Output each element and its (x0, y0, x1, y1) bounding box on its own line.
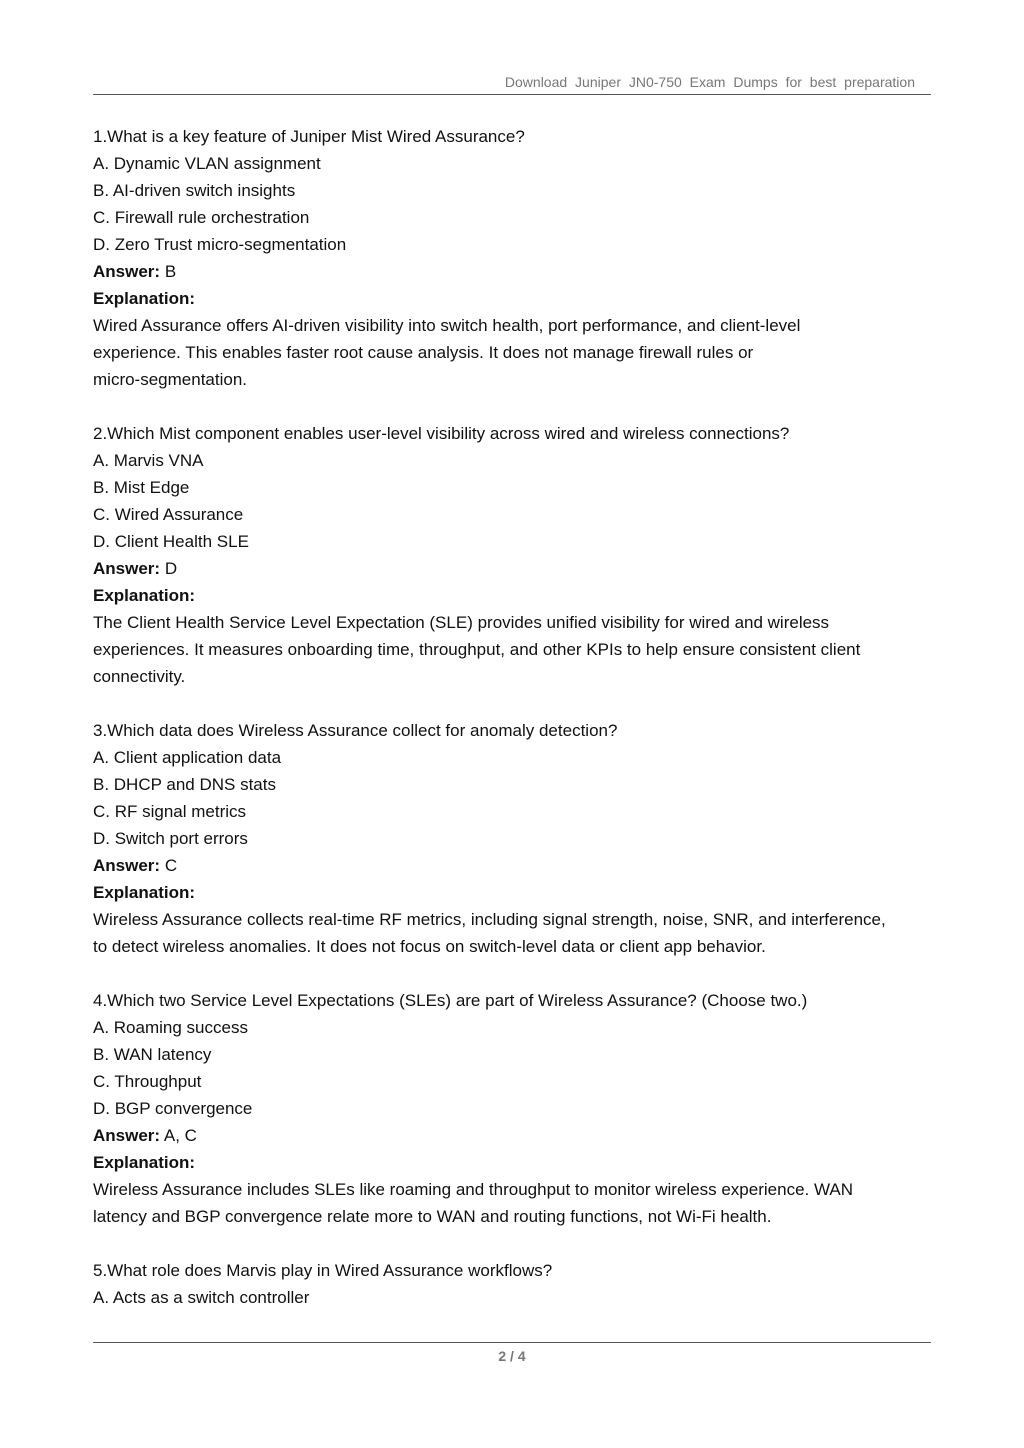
option-b: B. DHCP and DNS stats (93, 775, 276, 794)
option-c: C. Throughput (93, 1072, 202, 1091)
page-content (93, 123, 938, 1311)
answer-value: A, C (163, 1126, 197, 1145)
option-c: C. RF signal metrics (93, 802, 247, 821)
option-d: D. Zero Trust micro-segmentation (93, 235, 347, 254)
option-b: B. Mist Edge (93, 478, 190, 497)
explanation-line: micro-segmentation. (93, 370, 248, 389)
answer-label: Answer: (93, 1126, 161, 1145)
answer-value: B (164, 262, 177, 281)
answer-line (93, 555, 938, 582)
option-a: A. Client application data (93, 748, 282, 767)
option-a: A. Roaming success (93, 1018, 248, 1037)
answer-line (93, 258, 938, 285)
explanation-line: Wired Assurance offers AI-driven visibility into switch health, port performance, and client-level (93, 316, 801, 335)
explanation-label: Explanation: (93, 1153, 196, 1172)
question-2 (93, 420, 938, 690)
answer-label: Answer: (93, 856, 161, 875)
option-b: B. AI-driven switch insights (93, 181, 296, 200)
option-d: D. BGP convergence (93, 1099, 253, 1118)
explanation-line: to detect wireless anomalies. It does not focus on switch-level data or client app behavior. (93, 937, 766, 956)
option-a: A. Dynamic VLAN assignment (93, 154, 321, 173)
explanation-label: Explanation: (93, 883, 196, 902)
answer-value: D (164, 559, 178, 578)
question-1 (93, 123, 938, 393)
explanation-line: The Client Health Service Level Expectation (SLE) provides unified visibility for wired and wireless (93, 613, 830, 632)
question-stem: 5.What role does Marvis play in Wired Assurance workflows? (93, 1261, 553, 1280)
option-a: A. Acts as a switch controller (93, 1288, 310, 1307)
explanation-label: Explanation: (93, 586, 196, 605)
question-stem: 3.Which data does Wireless Assurance collect for anomaly detection? (93, 721, 618, 740)
question-stem: 1.What is a key feature of Juniper Mist Wired Assurance? (93, 127, 525, 146)
option-b: B. WAN latency (93, 1045, 212, 1064)
explanation-line: experiences. It measures onboarding time, throughput, and other KPIs to help ensure consistent client (93, 640, 861, 659)
explanation-line: connectivity. (93, 667, 186, 686)
question-5 (93, 1257, 938, 1311)
option-a: A. Marvis VNA (93, 451, 204, 470)
option-d: D. Client Health SLE (93, 532, 249, 551)
header-text: Download Juniper JN0-750 Exam Dumps for best preparation (504, 74, 915, 90)
option-d: D. Switch port errors (93, 829, 248, 848)
answer-label: Answer: (93, 262, 161, 281)
answer-line (93, 852, 938, 879)
answer-label: Answer: (93, 559, 161, 578)
question-3 (93, 717, 938, 960)
explanation-line: latency and BGP convergence relate more to WAN and routing functions, not Wi-Fi health. (93, 1207, 772, 1226)
page-total: 4 (517, 1348, 526, 1364)
answer-line (93, 1122, 938, 1149)
page-footer (93, 1342, 931, 1364)
explanation-line: Wireless Assurance includes SLEs like roaming and throughput to monitor wireless experience. WAN (93, 1180, 853, 1199)
explanation-label: Explanation: (93, 289, 196, 308)
explanation-line: experience. This enables faster root cause analysis. It does not manage firewall rules or (93, 343, 754, 362)
answer-value: C (164, 856, 178, 875)
page-header (93, 70, 931, 95)
page-current: 2 (498, 1348, 507, 1364)
page-separator: / (506, 1348, 518, 1364)
page-number (93, 1348, 931, 1364)
question-stem: 2.Which Mist component enables user-level visibility across wired and wireless connections? (93, 424, 790, 443)
option-c: C. Firewall rule orchestration (93, 208, 310, 227)
question-4 (93, 987, 938, 1230)
explanation-line: Wireless Assurance collects real-time RF metrics, including signal strength, noise, SNR, and interference, (93, 910, 886, 929)
option-c: C. Wired Assurance (93, 505, 244, 524)
question-stem: 4.Which two Service Level Expectations (SLEs) are part of Wireless Assurance? (Choose two.) (93, 991, 808, 1010)
